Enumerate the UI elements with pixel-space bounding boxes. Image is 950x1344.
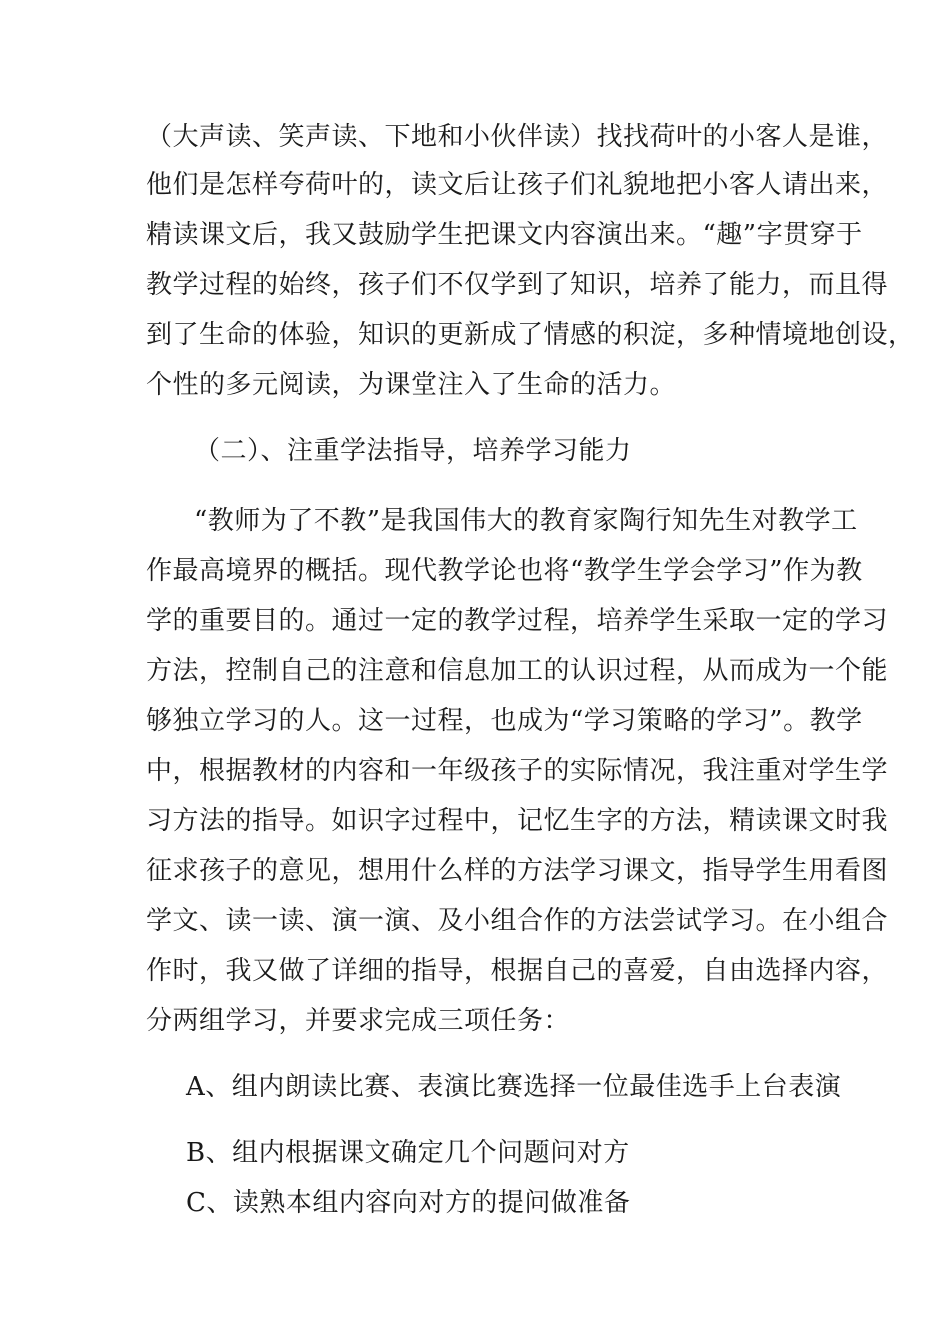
paragraph2-line: 征求孩子的意见，想用什么样的方法学习课文，指导学生用看图 (146, 856, 889, 886)
paragraph1-line: 教学过程的始终，孩子们不仅学到了知识，培养了能力，而且得 (146, 270, 889, 300)
task-item-a: A、组内朗读比赛、表演比赛选择一位最佳选手上台表演 (186, 1072, 842, 1102)
paragraph1-line: （大声读、笑声读、下地和小伙伴读）找找荷叶的小客人是谁， (146, 122, 889, 152)
paragraph2-line: 作最高境界的概括。现代教学论也将“教学生学会学习”作为教 (146, 556, 863, 586)
paragraph2-line: 学的重要目的。通过一定的教学过程，培养学生采取一定的学习 (146, 606, 889, 636)
paragraph1-line: 他们是怎样夸荷叶的，读文后让孩子们礼貌地把小客人请出来， (146, 170, 889, 200)
paragraph2-line: 够独立学习的人。这一过程，也成为“学习策略的学习”。教学 (146, 706, 863, 736)
paragraph2-line: 习方法的指导。如识字过程中，记忆生字的方法，精读课文时我 (146, 806, 889, 836)
paragraph1-line: 个性的多元阅读，为课堂注入了生命的活力。 (146, 370, 677, 400)
paragraph1-line: 到了生命的体验，知识的更新成了情感的积淀，多种情境地创设， (146, 320, 915, 350)
paragraph1-line: 精读课文后，我又鼓励学生把课文内容演出来。“趣”字贯穿于 (146, 220, 863, 250)
paragraph2-line: 方法，控制自己的注意和信息加工的认识过程，从而成为一个能 (146, 656, 889, 686)
section-heading: （二）、注重学法指导，培养学习能力 (194, 436, 632, 466)
paragraph2-line: 作时，我又做了详细的指导，根据自己的喜爱，自由选择内容， (146, 956, 889, 986)
paragraph2-line: 中，根据教材的内容和一年级孩子的实际情况，我注重对学生学 (146, 756, 889, 786)
paragraph2-line: “教师为了不教”是我国伟大的教育家陶行知先生对教学工 (194, 506, 858, 536)
paragraph2-line: 分两组学习，并要求完成三项任务： (146, 1006, 571, 1036)
paragraph2-line: 学文、读一读、演一演、及小组合作的方法尝试学习。在小组合 (146, 906, 889, 936)
task-item-b: B、组内根据课文确定几个问题问对方 (186, 1138, 630, 1168)
task-item-c: C、读熟本组内容向对方的提问做准备 (186, 1188, 631, 1218)
